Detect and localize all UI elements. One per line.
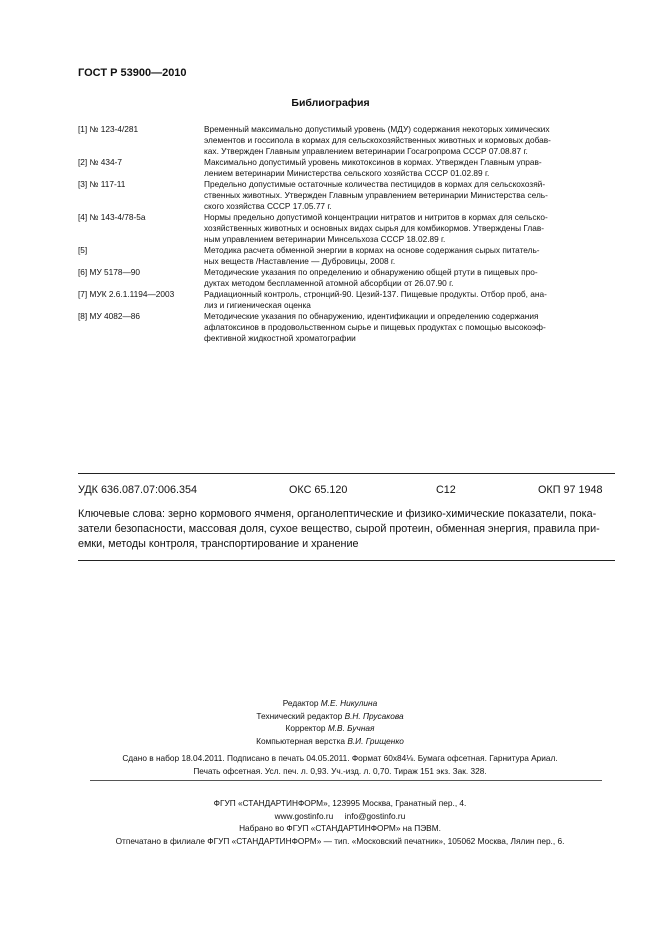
bibliography-text-line: ках. Утвержден Главным управлением ветеринарии Госагропрома СССР 07.08.87 г.	[204, 145, 528, 156]
bibliography-text	[204, 212, 616, 245]
print-info	[60, 752, 620, 778]
publisher-rule	[90, 780, 602, 781]
bibliography-entry	[78, 212, 618, 245]
bibliography-text	[204, 157, 616, 179]
bibliography-text-line: лением ветеринарии Министерства сельского хозяйства СССР 01.02.89 г.	[204, 167, 490, 178]
print-info-line: Сдано в набор 18.04.2011. Подписано в печать 04.05.2011. Формат 60x84⅛. Бумага офсетная. Гарнитура Ариал.	[122, 753, 558, 763]
credits	[160, 697, 500, 747]
bibliography-text-line: Максимально допустимый уровень микотоксинов в кормах. Утвержден Главным управ-	[204, 157, 542, 168]
publisher-info	[40, 797, 640, 847]
keywords-bottom-rule	[78, 560, 615, 561]
credit-editor: Редактор М.Е. Никулина	[282, 698, 378, 708]
bibliography-text	[204, 267, 616, 289]
bibliography-entry	[78, 289, 618, 311]
oks-code: ОКС 65.120	[289, 484, 348, 496]
bibliography-text	[204, 245, 616, 267]
bibliography-text-line: Нормы предельно допустимой концентрации нитратов и нитритов в кормах для сельско-	[204, 212, 548, 223]
bibliography-entry	[78, 179, 618, 212]
bibliography-text	[204, 311, 616, 344]
keywords-line: емки, методы контроля, транспортирование и хранение	[78, 538, 359, 551]
bibliography-ref: [1] № 123-4/281	[78, 124, 139, 134]
bibliography-entry	[78, 245, 618, 267]
keywords	[78, 507, 615, 553]
bibliography-list	[78, 124, 618, 345]
bibliography-text-line: Методика расчета обменной энергии в кормах на основе содержания сырых питатель-	[204, 245, 540, 256]
bibliography-entry	[78, 311, 618, 344]
publisher-printed: Отпечатано в филиале ФГУП «СТАНДАРТИНФОРМ» — тип. «Московский печатник», 105062 Москва, Лялин пер., 6.	[115, 835, 565, 846]
standard-number: ГОСТ Р 53900—2010	[78, 67, 187, 79]
bibliography-title: Библиография	[291, 97, 370, 109]
bibliography-text-line: хозяйственных животных и основных видах сырья для комбикормов. Утверждены Глав-	[204, 223, 545, 234]
bibliography-entry	[78, 124, 618, 157]
bibliography-text-line: ского хозяйства СССР 17.05.77 г.	[204, 200, 332, 211]
bibliography-text-line: Предельно допустимые остаточные количества пестицидов в кормах для сельскохозяй-	[204, 179, 546, 190]
classification-top-rule	[78, 473, 615, 474]
bibliography-ref: [7] МУК 2.6.1.1194—2003	[78, 289, 175, 300]
bibliography-entry	[78, 267, 618, 289]
bibliography-text-line: афлатоксинов в продовольственном сырье и пищевых продуктах с помощью высокоэф-	[204, 322, 546, 333]
bibliography-ref: [8] МУ 4082—86	[78, 311, 140, 322]
bibliography-text-line: ным управлением ветеринарии Минсельхоза СССР 18.02.89 г.	[204, 233, 446, 244]
credit-corrector: Корректор М.В. Бучная	[285, 723, 375, 733]
bibliography-text	[204, 179, 616, 212]
bibliography-ref: [4] № 143-4/78-5а	[78, 212, 146, 223]
keywords-line: затели безопасности, массовая доля, сухое вещество, сырой протеин, обменная энергия, правила при-	[78, 523, 600, 536]
bibliography-ref: [6] МУ 5178—90	[78, 267, 140, 278]
print-info-line: Печать офсетная. Усл. печ. л. 0,93. Уч.-изд. л. 0,70. Тираж 151 экз. Зак. 328.	[193, 766, 487, 776]
publisher-address: ФГУП «СТАНДАРТИНФОРМ», 123995 Москва, Гранатный пер., 4.	[213, 798, 467, 808]
publisher-web: www.gostinfo.ru info@gostinfo.ru	[274, 810, 406, 821]
keywords-line: Ключевые слова: зерно кормового ячменя, органолептические и физико-химические показатели, пока-	[78, 508, 597, 520]
bibliography-ref: [3] № 117-11	[78, 179, 126, 190]
bibliography-text-line: ных веществ /Наставление — Дубровицы, 2008 г.	[204, 256, 396, 267]
credit-layout: Компьютерная верстка В.И. Грищенко	[256, 735, 404, 746]
bibliography-text-line: лиз и гигиеническая оценка	[204, 300, 311, 311]
bibliography-text	[204, 124, 616, 157]
udk-code: УДК 636.087.07:006.354	[78, 484, 198, 496]
bibliography-ref: [5]	[78, 245, 88, 256]
group-code: С12	[436, 484, 456, 496]
bibliography-text-line: ственных животных. Утвержден Главным управлением ветеринарии Министерства сель-	[204, 190, 548, 201]
bibliography-text-line: Временный максимально допустимый уровень (МДУ) содержания некоторых химических	[204, 124, 550, 134]
bibliography-text-line: элементов и госсипола в кормах для сельскохозяйственных животных и кормовых добав-	[204, 134, 551, 145]
bibliography-text	[204, 289, 616, 311]
bibliography-text-line: Радиационный контроль, стронций-90. Цезий-137. Пищевые продукты. Отбор проб, ана-	[204, 289, 547, 300]
bibliography-ref: [2] № 434-7	[78, 157, 122, 168]
credit-tech-editor: Технический редактор В.Н. Прусакова	[256, 710, 404, 721]
bibliography-text-line: Методические указания по обнаружению, идентификации и определению содержания	[204, 311, 539, 322]
okp-code: ОКП 97 1948	[538, 484, 603, 496]
bibliography-entry	[78, 157, 618, 179]
bibliography-text-line: Методические указания по определению и обнаружению общей ртути в пищевых про-	[204, 267, 538, 278]
bibliography-text-line: дуктах методом беспламенной атомной абсорбции от 26.07.90 г.	[204, 278, 454, 289]
bibliography-text-line: фективной жидкостной хроматографии	[204, 333, 356, 344]
publisher-typeset: Набрано во ФГУП «СТАНДАРТИНФОРМ» на ПЭВМ.	[239, 823, 441, 834]
